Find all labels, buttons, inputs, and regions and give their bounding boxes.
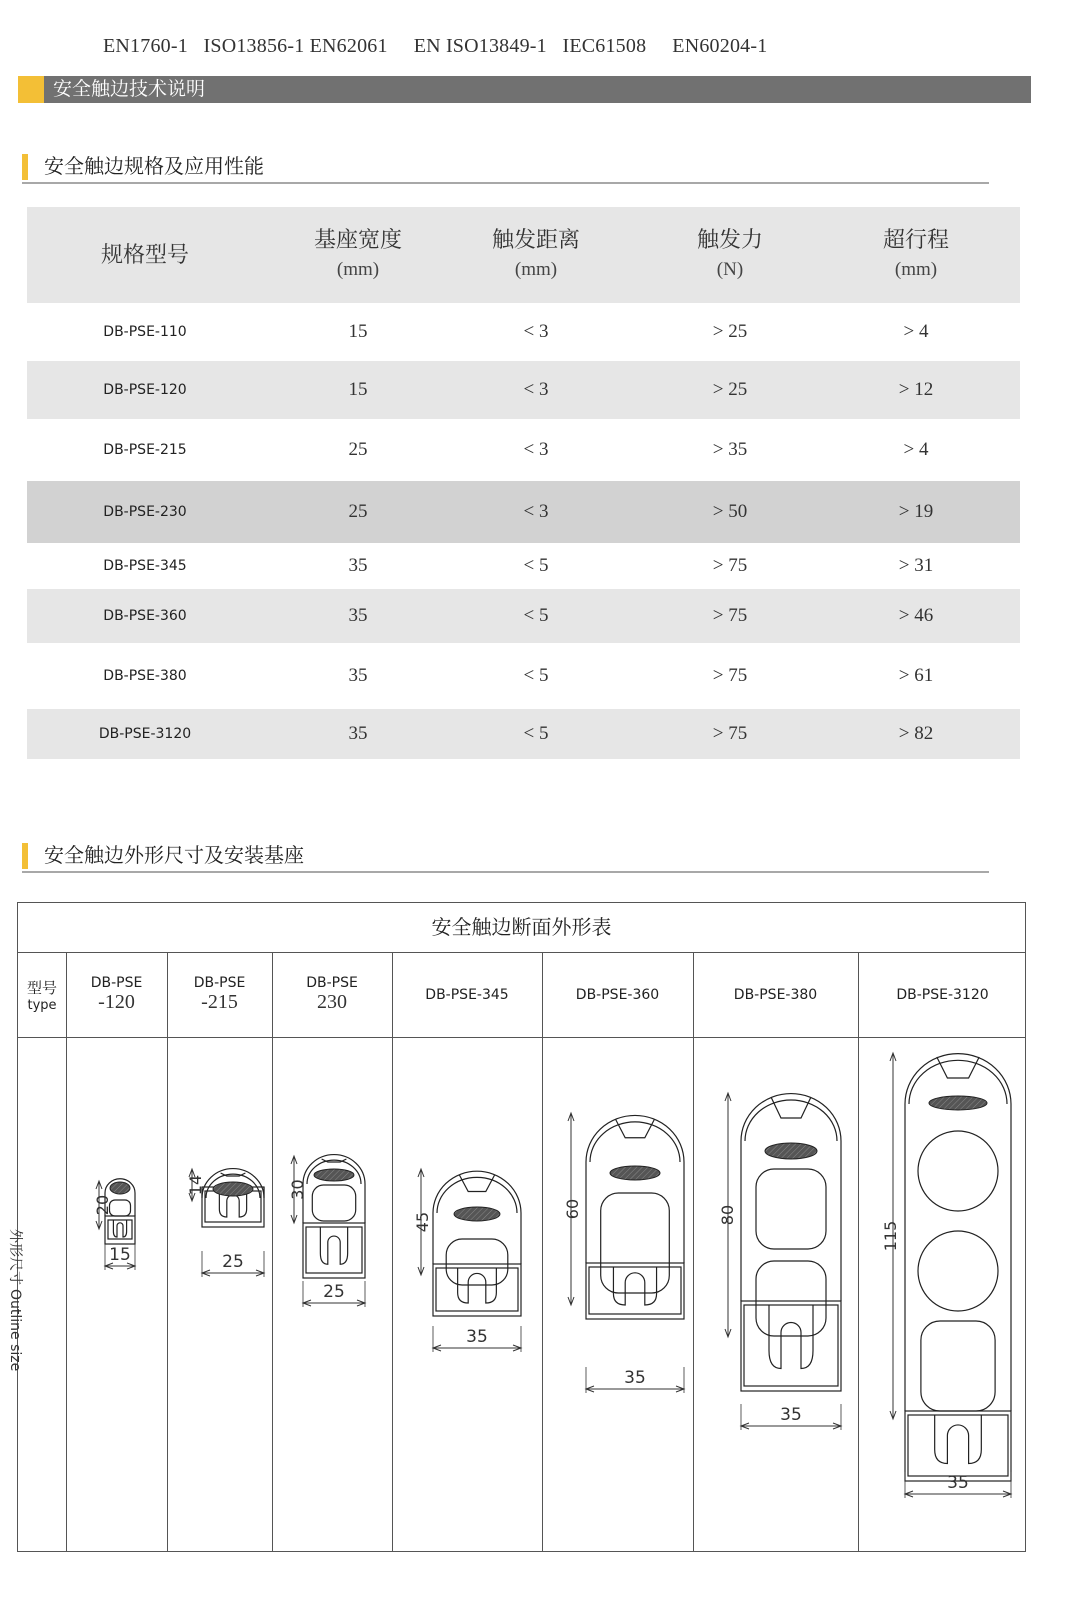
section-banner xyxy=(18,76,1031,103)
width-dimension: 25 xyxy=(222,1252,244,1272)
overtravel-cell: > 46 xyxy=(898,605,934,626)
model-suffix: 230 xyxy=(317,991,347,1013)
spec-table-row xyxy=(27,419,1020,481)
model-cell: DB-PSE-110 xyxy=(103,324,187,340)
model-cell: DB-PSE-230 xyxy=(103,504,187,520)
base-width-cell: 35 xyxy=(348,665,368,686)
shape-table xyxy=(7,902,1026,1552)
trigger-force-cell: > 25 xyxy=(712,321,748,342)
height-dimension: 115 xyxy=(881,1220,900,1252)
standard-item: ISO13856-1 xyxy=(203,34,305,57)
spec-table xyxy=(27,207,1020,759)
trigger-distance-cell: < 3 xyxy=(523,439,549,460)
model-suffix: -215 xyxy=(201,991,238,1013)
trigger-force-cell: > 35 xyxy=(712,439,748,460)
spec-table-row xyxy=(27,643,1020,709)
standard-item: EN60204-1 xyxy=(672,34,768,57)
base-width-cell: 15 xyxy=(348,321,368,342)
overtravel-cell: > 4 xyxy=(903,439,929,460)
overtravel-cell: > 31 xyxy=(898,555,934,576)
width-dimension: 25 xyxy=(323,1282,345,1302)
height-dimension: 60 xyxy=(563,1198,582,1220)
model-cell: DB-PSE-345 xyxy=(103,558,187,574)
type-label-cell: 型号 type xyxy=(26,978,57,1013)
model-cell: DB-PSE-215 xyxy=(103,442,187,458)
banner-accent xyxy=(18,76,44,103)
standards-list xyxy=(103,30,767,62)
model-name: DB-PSE-360 xyxy=(575,986,660,1003)
trigger-force-cell: > 75 xyxy=(712,665,748,686)
trigger-distance-cell: < 3 xyxy=(523,321,549,342)
standard-item: EN62061 xyxy=(309,34,388,57)
trigger-force-cell: > 75 xyxy=(712,555,748,576)
trigger-force-cell: > 75 xyxy=(712,605,748,626)
overtravel-cell: > 61 xyxy=(898,665,934,686)
model-name: DB-PSE-3120 xyxy=(896,986,989,1003)
model-cell: DB-PSE-380 xyxy=(103,668,187,684)
spec-table-row xyxy=(27,481,1020,543)
base-width-cell: 35 xyxy=(348,555,368,576)
trigger-distance-cell: < 5 xyxy=(523,605,549,626)
width-dimension: 35 xyxy=(947,1473,969,1493)
width-dimension: 35 xyxy=(466,1327,488,1347)
sensor-element xyxy=(213,1182,253,1196)
model-cell: DB-PSE-120 xyxy=(103,382,187,398)
spec-table-row xyxy=(27,589,1020,643)
header-model: 规格型号 xyxy=(100,242,189,267)
base-width-cell: 15 xyxy=(348,379,368,400)
section-title: 安全触边规格及应用性能 xyxy=(44,154,264,178)
height-dimension: 45 xyxy=(413,1211,432,1233)
trigger-force-cell: > 50 xyxy=(712,501,748,522)
model-name: DB-PSE-345 xyxy=(425,986,509,1003)
model-name: DB-PSE xyxy=(193,975,246,991)
height-dimension: 20 xyxy=(93,1194,112,1216)
overtravel-cell: > 19 xyxy=(898,501,934,522)
overtravel-cell: > 82 xyxy=(898,723,934,744)
sensor-element xyxy=(610,1166,660,1180)
height-dimension: 14 xyxy=(186,1174,205,1196)
spec-table-row xyxy=(27,709,1020,759)
spec-table-row xyxy=(27,303,1020,361)
base-width-cell: 25 xyxy=(348,439,368,460)
heading-accent-bar xyxy=(22,843,28,869)
spec-table-header xyxy=(27,207,1020,303)
shape-table-caption: 安全触边断面外形表 xyxy=(18,903,1025,953)
height-dimension: 80 xyxy=(718,1204,737,1226)
header-trigger-force: 触发力 (N) xyxy=(696,227,763,280)
sensor-element xyxy=(454,1207,500,1221)
sensor-element xyxy=(314,1169,354,1181)
profile-drawings xyxy=(18,903,1027,1553)
section-heading-shapes xyxy=(22,841,989,873)
trigger-distance-cell: < 3 xyxy=(523,501,549,522)
base-width-cell: 35 xyxy=(348,723,368,744)
sensor-element xyxy=(929,1096,987,1110)
spec-table-row xyxy=(27,361,1020,419)
width-dimension: 35 xyxy=(624,1368,646,1388)
standard-item: EN1760-1 xyxy=(103,34,188,57)
outline-size-label: 外形尺寸Outline size xyxy=(7,1229,23,1372)
trigger-distance-cell: < 5 xyxy=(523,665,549,686)
standard-item: IEC61508 xyxy=(562,34,647,57)
section-title: 安全触边外形尺寸及安装基座 xyxy=(44,843,304,867)
header-trigger-distance: 触发距离 (mm) xyxy=(491,227,580,280)
model-cell: DB-PSE-360 xyxy=(103,608,187,624)
trigger-distance-cell: < 5 xyxy=(523,555,549,576)
trigger-distance-cell: < 3 xyxy=(523,379,549,400)
model-name: DB-PSE-380 xyxy=(733,986,818,1003)
width-dimension: 35 xyxy=(780,1405,802,1425)
banner-title: 安全触边技术说明 xyxy=(53,78,206,100)
trigger-force-cell: > 75 xyxy=(712,723,748,744)
model-name: DB-PSE xyxy=(90,975,143,991)
heading-accent-bar xyxy=(22,154,28,180)
header-overtravel: 超行程 (mm) xyxy=(882,227,949,280)
overtravel-cell: > 12 xyxy=(898,379,934,400)
width-dimension: 15 xyxy=(109,1245,131,1265)
trigger-force-cell: > 25 xyxy=(712,379,748,400)
header-base-width: 基座宽度 (mm) xyxy=(313,227,402,280)
model-cell: DB-PSE-3120 xyxy=(98,726,192,742)
base-width-cell: 25 xyxy=(348,501,368,522)
spec-table-row xyxy=(27,543,1020,589)
height-dimension: 30 xyxy=(288,1179,307,1200)
base-width-cell: 35 xyxy=(348,605,368,626)
model-suffix: -120 xyxy=(98,991,135,1013)
standard-item: EN ISO13849-1 xyxy=(413,34,547,57)
overtravel-cell: > 4 xyxy=(903,321,929,342)
trigger-distance-cell: < 5 xyxy=(523,723,549,744)
sensor-element xyxy=(110,1182,130,1194)
sensor-element xyxy=(765,1143,817,1159)
model-name: DB-PSE xyxy=(306,975,358,991)
section-heading-specs xyxy=(22,152,989,184)
